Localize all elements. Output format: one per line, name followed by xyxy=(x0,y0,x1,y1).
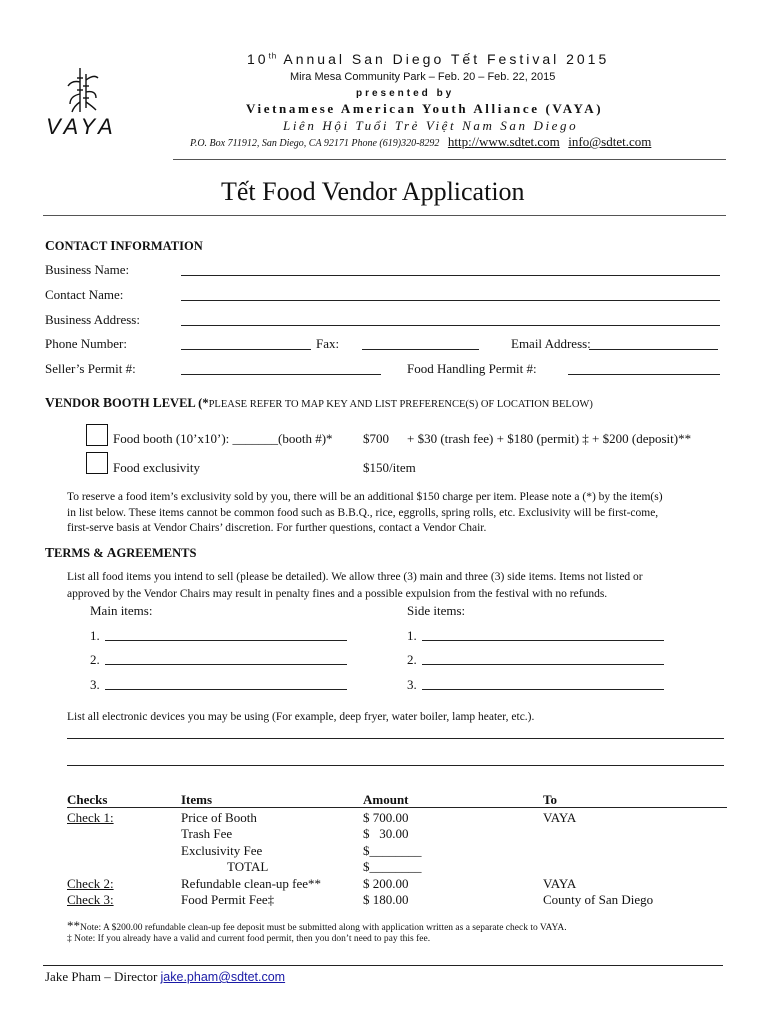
org-vietnamese-name: Liên Hội Tuổi Trẻ Việt Nam San Diego xyxy=(283,118,579,133)
main-item-1-field[interactable] xyxy=(105,640,347,641)
item-exclusivity-fee: Exclusivity Fee xyxy=(181,843,263,858)
side-item-3-num: 3. xyxy=(407,677,417,692)
website-link[interactable]: http://www.sdtet.com xyxy=(447,134,560,149)
business-name-field[interactable] xyxy=(181,275,720,276)
terms-intro: List all food items you intend to sell (please be detailed). We allow three (3) main and three (3) side items. Items not listed or approved by the Vendor Chairs may result in penalty fines and a possible expulsion from the festival with no refunds. xyxy=(67,571,643,600)
main-item-3-field[interactable] xyxy=(105,689,347,690)
to-cleanup-fee: VAYA xyxy=(543,876,577,891)
footer-divider xyxy=(43,965,723,966)
director-email-link[interactable]: jake.pham@sdtet.com xyxy=(160,970,286,984)
email-link[interactable]: info@sdtet.com xyxy=(568,134,652,149)
amount-price-of-booth: $ 700.00 xyxy=(363,810,409,825)
contact-line: P.O. Box 711912, San Diego, CA 92171 Phone (619)320-8292 http://www.sdtet.com info@sdtet.com xyxy=(190,134,652,149)
side-item-3-field[interactable] xyxy=(422,689,664,690)
food-exclusivity-checkbox[interactable] xyxy=(86,452,108,474)
side-item-2-field[interactable] xyxy=(422,664,664,665)
cleanup-deposit-note: **Note: A $200.00 refundable clean-up fee deposit must be submitted along with application written as a separate check to VAYA. xyxy=(67,918,567,933)
main-item-2-num: 2. xyxy=(90,652,100,667)
devices-field-2[interactable] xyxy=(67,765,724,766)
amount-total[interactable]: $________ xyxy=(363,859,422,874)
table-header-rule xyxy=(67,807,727,808)
main-items-label: Main items: xyxy=(90,603,153,618)
to-price-of-booth: VAYA xyxy=(543,810,577,825)
fax-field[interactable] xyxy=(362,349,479,350)
business-address-field[interactable] xyxy=(181,325,720,326)
food-booth-checkbox[interactable] xyxy=(86,424,108,446)
item-food-permit-fee: Food Permit Fee‡ xyxy=(181,892,275,907)
contact-name-label: Contact Name: xyxy=(45,287,124,302)
devices-prompt: List all electronic devices you may be using (For example, deep fryer, water boiler, lamp heater, etc.). xyxy=(67,711,535,723)
item-price-of-booth: Price of Booth xyxy=(181,810,257,825)
food-exclusivity-price: $150/item xyxy=(363,460,416,475)
booth-level-heading: VENDOR BOOTH LEVEL (*PLEASE REFER TO MAP KEY AND LIST PREFERENCE(S) OF LOCATION BELOW) xyxy=(45,395,593,410)
item-total: TOTAL xyxy=(227,859,269,874)
check-2-label: Check 2: xyxy=(67,876,114,891)
contact-name-field[interactable] xyxy=(181,300,720,301)
org-name: Vietnamese American Youth Alliance (VAYA) xyxy=(246,101,604,116)
side-item-1-field[interactable] xyxy=(422,640,664,641)
contact-heading: CONTACT INFORMATION xyxy=(45,238,203,253)
food-handling-permit-label: Food Handling Permit #: xyxy=(407,361,537,376)
table-header-checks: Checks xyxy=(67,792,108,807)
header-divider xyxy=(173,159,726,160)
item-cleanup-fee: Refundable clean-up fee** xyxy=(181,876,322,891)
food-permit-note: ‡ Note: If you already have a valid and current food permit, then you don’t need to pay this fee. xyxy=(67,934,431,944)
fax-label: Fax: xyxy=(316,336,340,351)
side-item-2-num: 2. xyxy=(407,652,417,667)
terms-heading: TERMS & AGREEMENTS xyxy=(45,545,197,560)
side-items-label: Side items: xyxy=(407,603,466,618)
table-header-amount: Amount xyxy=(363,792,409,807)
amount-trash-fee: $ 30.00 xyxy=(363,826,409,841)
main-item-2-field[interactable] xyxy=(105,664,347,665)
to-food-permit-fee: County of San Diego xyxy=(543,892,654,907)
item-trash-fee: Trash Fee xyxy=(181,826,233,841)
sellers-permit-label: Seller’s Permit #: xyxy=(45,361,136,376)
festival-title: 10th Annual San Diego Tết Festival 2015 xyxy=(247,51,610,67)
food-booth-fees: + $30 (trash fee) + $180 (permit) ‡ + $200 (deposit)** xyxy=(407,431,692,446)
phone-number-field[interactable] xyxy=(181,349,311,350)
food-booth-label: Food booth (10’x10’): _______(booth #)* xyxy=(113,431,333,446)
email-address-field[interactable] xyxy=(589,349,718,350)
venue-dates: Mira Mesa Community Park – Feb. 20 – Feb. 22, 2015 xyxy=(290,71,556,83)
presented-by: presented by xyxy=(356,88,455,99)
devices-field-1[interactable] xyxy=(67,738,724,739)
business-address-label: Business Address: xyxy=(45,312,140,327)
main-item-3-num: 3. xyxy=(90,677,100,692)
table-header-to: To xyxy=(543,792,557,807)
food-exclusivity-label: Food exclusivity xyxy=(113,460,201,475)
phone-number-label: Phone Number: xyxy=(45,336,127,351)
amount-food-permit-fee: $ 180.00 xyxy=(363,892,409,907)
check-1-label: Check 1: xyxy=(67,810,114,825)
check-3-label: Check 3: xyxy=(67,892,114,907)
business-name-label: Business Name: xyxy=(45,262,130,277)
side-item-1-num: 1. xyxy=(407,628,417,643)
food-handling-permit-field[interactable] xyxy=(568,374,720,375)
page-title: Tết Food Vendor Application xyxy=(221,177,525,206)
exclusivity-note: To reserve a food item’s exclusivity sold by you, there will be an additional $150 charge per item. Please note a (*) by the item(s) in list below. These items cannot be common food such as B.B.Q., rice, eggrolls, spring rolls, etc. Exclusivity will be first-come, first-serve basis at Vendor Chairs’ discretion. For further questions, contact a Vendor Chair. xyxy=(67,491,663,534)
amount-cleanup-fee: $ 200.00 xyxy=(363,876,409,891)
logo-wordmark: VAYA xyxy=(46,114,117,139)
food-booth-price: $700 xyxy=(363,431,389,446)
amount-exclusivity-fee[interactable]: $________ xyxy=(363,843,422,858)
director-line: Jake Pham – Director jake.pham@sdtet.com xyxy=(45,969,286,984)
table-header-items: Items xyxy=(181,792,213,807)
title-divider xyxy=(43,215,726,216)
main-item-1-num: 1. xyxy=(90,628,100,643)
sellers-permit-field[interactable] xyxy=(181,374,381,375)
email-address-label: Email Address: xyxy=(511,336,591,351)
